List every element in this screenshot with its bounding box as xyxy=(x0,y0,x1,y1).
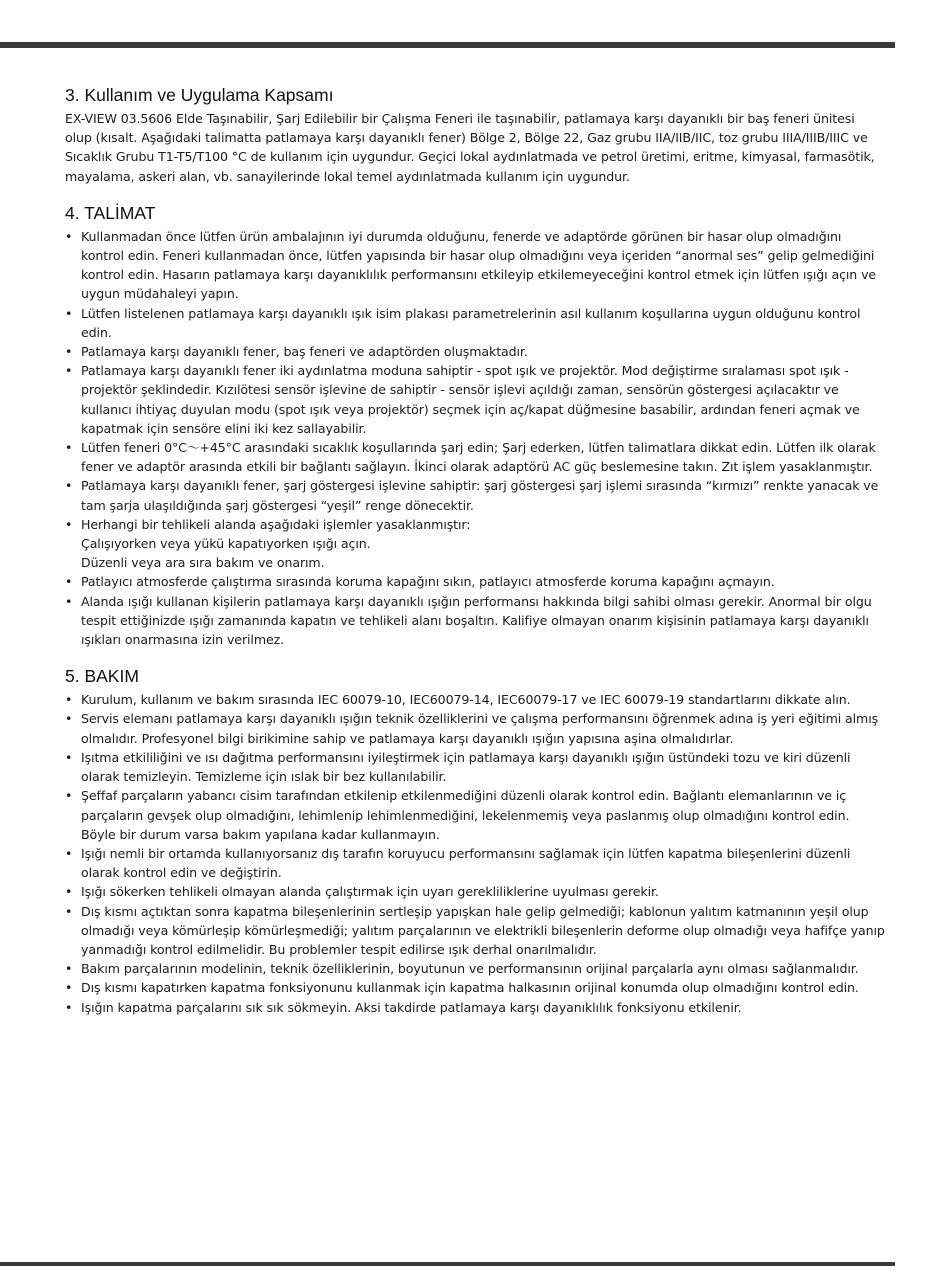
list-item: • Patlayıcı atmosferde çalıştırma sırasında koruma kapağını sıkın, patlayıcı atmosferde koruma kapağını açmayın. xyxy=(65,572,885,591)
list-item: • Işığı sökerken tehlikeli olmayan alanda çalıştırmak için uyarı gerekliliklerine uyulması gerekir. xyxy=(65,882,885,901)
section-paragraph: EX-VIEW 03.5606 Elde Taşınabilir, Şarj Edilebilir bir Çalışma Feneri ile taşınabilir, patlamaya karşı dayanıklı bir baş feneri ünitesi olup (kısalt. Aşağıdaki talimatta patlamaya karşı dayanıklı fener) Bölge 2, Bölge 22, Gaz grubu IIA/IIB/IIC, toz grubu IIIA/IIIB/IIIC ve Sıcaklık Grubu T1-T5/T100 °C de kullanım için uygundur. Geçici lokal aydınlatmada ve petrol üretimi, eritme, kimyasal, farmasötik, mayalama, askeri alan, vb. sanayilerinde lokal temel aydınlatmada kullanım için uygundur. xyxy=(65,111,875,184)
section-heading: 3. Kullanım ve Uygulama Kapsamı xyxy=(65,85,334,105)
section-usage-scope xyxy=(65,84,885,186)
top-rule xyxy=(0,42,895,48)
list-item: • Dış kısmı açtıktan sonra kapatma bileşenlerinin sertleşip yapışkan hale gelip gelmediği; kablonun yalıtım katmanının yeşil olup olmadığı veya kömürleşip kömürleşmediği; yalıtım parçalarının ve elektrikli bileşenlerin deforme olup olmadığı veya hafifçe yanıp yanmadığı kontrol edilmelidir. Bu problemler tespit edilirse ışık derhal onarılmalıdır. xyxy=(65,902,885,960)
list-item: • Bakım parçalarının modelinin, teknik özelliklerinin, boyutunun ve performansının orijinal parçalarla aynı olması sağlanmalıdır. xyxy=(65,959,885,978)
list-item: • Patlamaya karşı dayanıklı fener iki aydınlatma moduna sahiptir - spot ışık ve projektör. Mod değiştirme sıralaması spot ışık - projektör şeklindedir. Kızılötesi sensör işlevine de sahiptir - sensör işlevi açıldığı zaman, sensörün göstergesi açılacaktır ve kullanıcı ihtiyaç duyulan modu (spot ışık veya projektör) seçmek için aç/kapat düğmesine basabilir, ardından feneri açmak ve kapatmak için sensöre elini iki kez sallayabilir. xyxy=(65,361,885,438)
section-heading: 4. TALİMAT xyxy=(65,202,156,223)
sub-line: Çalışıyorken veya yükü kapatıyorken ışığı açın. xyxy=(81,536,371,552)
section-heading: 5. BAKIM xyxy=(65,666,139,687)
list-item: • Işığın kapatma parçalarını sık sık sökmeyin. Aksi takdirde patlamaya karşı dayanıklılık fonksiyonu etkilenir. xyxy=(65,998,885,1017)
document-body xyxy=(65,84,885,1033)
list-item: • Lütfen listelenen patlamaya karşı dayanıklı ışık isim plakası parametrelerinin asıl kullanım koşullarına uygun olduğunu kontrol edin. xyxy=(65,304,885,342)
list-item: • Kullanmadan önce lütfen ürün ambalajının iyi durumda olduğunu, fenerde ve adaptörde görünen bir hasar olup olmadığını kontrol edin. Feneri kullanmadan önce, lütfen yapısında bir hasar olup olmadığını veya içeriden “anormal ses” gelip gelmediğini kontrol edin. Hasarın patlamaya karşı dayanıklılık performansını etkileyip etkilemeyeceğini kontrol etmek için lütfen ışığı açın ve uygun müdahaleyi yapın. xyxy=(65,227,885,304)
list-item: • Herhangi bir tehlikeli alanda aşağıdaki işlemler yasaklanmıştır: Çalışıyorken veya yükü kapatıyorken ışığı açın. Düzenli veya ara sıra bakım ve onarım. xyxy=(65,515,885,573)
list-item: • Kurulum, kullanım ve bakım sırasında IEC 60079-10, IEC60079-14, IEC60079-17 ve IEC 60079-19 standartlarını dikkate alın. xyxy=(65,690,885,709)
list-item: • Şeffaf parçaların yabancı cisim tarafından etkilenip etkilenmediğini düzenli olarak kontrol edin. Bağlantı elemanlarının ve iç parçaların gevşek olup olmadığını, lehimlenip lehimlenmediğini, lekelenmemiş veya paslanmış olup olmadığını kontrol edin. Böyle bir durum varsa bakım yapılana kadar kullanmayın. xyxy=(65,786,885,844)
bottom-rule xyxy=(0,1262,895,1266)
section-maintenance xyxy=(65,665,885,1016)
list-item: • Servis elemanı patlamaya karşı dayanıklı ışığın teknik özelliklerini ve çalışma performansını öğrenmek adına iş yeri eğitimi almış olmalıdır. Profesyonel bilgi birikimine sahip ve patlamaya karşı dayanıklı ışığın yapısına aşina olmalıdırlar. xyxy=(65,709,885,747)
section-instructions xyxy=(65,202,885,649)
list-item: • Patlamaya karşı dayanıklı fener, şarj göstergesi işlevine sahiptir: şarj göstergesi şarj işlemi sırasında “kırmızı” renkte yanacak ve tam şarja ulaşıldığında şarj göstergesi “yeşil” renge dönecektir. xyxy=(65,476,885,514)
list-item: • Işıtma etkililiğini ve ısı dağıtma performansını iyileştirmek için patlamaya karşı dayanıklı ışığın üstündeki tozu ve kiri düzenli olarak temizleyin. Temizleme için ıslak bir bez kullanılabilir. xyxy=(65,748,885,786)
instruction-list xyxy=(65,227,885,649)
sub-line: Düzenli veya ara sıra bakım ve onarım. xyxy=(81,555,325,571)
list-item: • Işığı nemli bir ortamda kullanıyorsanız dış tarafın koruyucu performansını sağlamak için lütfen kapatma bileşenlerini düzenli olarak kontrol edin ve değiştirin. xyxy=(65,844,885,882)
maintenance-list xyxy=(65,690,885,1016)
list-item: • Dış kısmı kapatırken kapatma fonksiyonunu kullanmak için kapatma halkasının orijinal konumda olup olmadığını kontrol edin. xyxy=(65,978,885,997)
list-item: • Lütfen feneri 0°C～+45°C arasındaki sıcaklık koşullarında şarj edin; Şarj ederken, lütfen talimatlara dikkat edin. Lütfen ilk olarak fener ve adaptör arasında etkili bir bağlantı sağlayın. İkinci olarak adaptörü AC güç beslemesine takın. Zıt işlem yasaklanmıştır. xyxy=(65,438,885,476)
list-item: • Patlamaya karşı dayanıklı fener, baş feneri ve adaptörden oluşmaktadır. xyxy=(65,342,885,361)
list-item: • Alanda ışığı kullanan kişilerin patlamaya karşı dayanıklı ışığın performansı hakkında bilgi sahibi olması gerekir. Anormal bir olgu tespit ettiğinizde ışığı zamanında kapatın ve tehlikeli alanı boşaltın. Kalifiye olmayan onarım kişisinin patlamaya karşı dayanıklı ışıkları onarmasına izin verilmez. xyxy=(65,592,885,650)
